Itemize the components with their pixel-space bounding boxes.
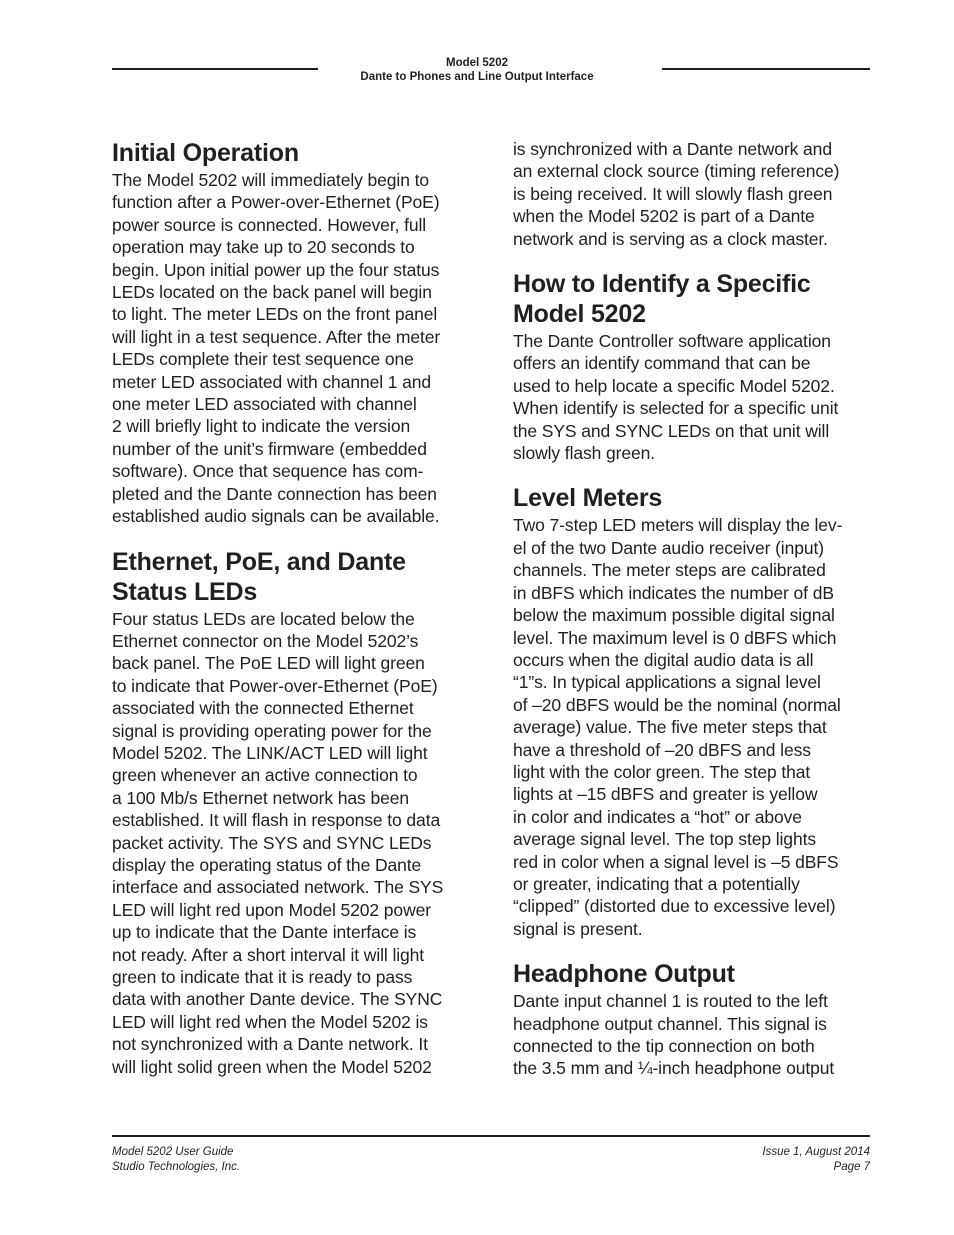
text-line: signal is present. [513,918,643,939]
text-line: established. It will flash in response to data [112,810,441,831]
text-line: offers an identify command that can be [513,353,811,374]
text-line: 2 will briefly light to indicate the version [112,416,411,437]
section [112,138,474,528]
section-heading-line: How to Identify a Specific [513,270,811,299]
section-heading-line: Ethernet, PoE, and Dante [112,547,406,576]
text-line: lights at –15 dBFS and greater is yellow [513,784,818,805]
section [513,483,875,940]
text-line: used to help locate a specific Model 5202. [513,375,835,396]
text-line: LEDs located on the back panel will begin [112,282,432,303]
text-line: The Dante Controller software application [513,331,831,352]
text-line: pleted and the Dante connection has been [112,483,437,504]
section-heading-line: Initial Operation [112,139,299,167]
text-line: Model 5202. The LINK/ACT LED will light [112,742,428,763]
text-line: occurs when the digital audio data is all [513,649,814,670]
text-line: not ready. After a short interval it will light [112,944,425,965]
section-paragraph [513,990,875,1080]
text-line: when the Model 5202 is part of a Dante [513,206,815,227]
section-heading [112,138,474,168]
text-line: the SYS and SYNC LEDs on that unit will [513,420,830,441]
text-line: up to indicate that the Dante interface is [112,922,417,943]
text-line: number of the unit’s firmware (embedded [112,438,427,459]
text-line: level. The maximum level is 0 dBFS which [513,627,837,648]
header-subtitle: Dante to Phones and Line Output Interface [360,71,594,83]
text-line: back panel. The PoE LED will light green [112,653,425,674]
section-heading [513,269,875,329]
text-line: When identify is selected for a specific unit [513,398,839,419]
text-line: meter LED associated with channel 1 and [112,371,432,392]
text-line: Ethernet connector on the Model 5202’s [112,630,419,651]
footer-issue: Issue 1, August 2014 [762,1146,870,1158]
footer-page: Page 7 [833,1161,870,1173]
section-heading [112,547,474,607]
text-line: not synchronized with a Dante network. It [112,1034,428,1055]
text-line: LED will light red upon Model 5202 power [112,899,431,920]
text-line: “1”s. In typical applications a signal level [513,672,821,693]
text-line: have a threshold of –20 dBFS and less [513,739,811,760]
section-heading [513,483,875,513]
text-line: in color and indicates a “hot” or above [513,806,802,827]
section-paragraph [513,330,875,464]
text-line: associated with the connected Ethernet [112,698,414,719]
text-line: el of the two Dante audio receiver (input) [513,537,824,558]
text-line: is synchronized with a Dante network and [513,139,832,159]
text-line: one meter LED associated with channel [112,394,417,415]
section-heading-line: Level Meters [513,484,663,513]
text-line: software). Once that sequence has com- [112,461,424,482]
text-line: headphone output channel. This signal is [513,1013,827,1034]
text-line: data with another Dante device. The SYNC [112,989,443,1010]
text-line: in dBFS which indicates the number of dB [513,582,834,603]
left-column [112,138,474,1097]
text-line: connected to the tip connection on both [513,1036,815,1056]
text-line: is being received. It will slowly flash green [513,183,833,204]
footer-left [112,1145,240,1175]
text-line: established audio signals can be available. [112,506,440,527]
text-line: signal is providing operating power for the [112,720,432,741]
text-line: display the operating status of the Dante [112,854,422,875]
page-header [0,56,954,84]
footer-guide: Model 5202 User Guide [112,1146,234,1158]
section-paragraph [112,169,474,528]
text-line: packet activity. The SYS and SYNC LEDs [112,832,432,853]
text-line: green to indicate that it is ready to pass [112,967,413,987]
section-heading-line: Status LEDs [112,577,258,606]
footer-right [762,1145,870,1175]
text-line: light with the color green. The step that [513,761,811,782]
text-line: red in color when a signal level is –5 dBFS [513,851,839,872]
text-line: Two 7-step LED meters will display the lev- [513,515,843,536]
section-heading [513,959,875,989]
section [513,269,875,464]
text-line: “clipped” (distorted due to excessive level) [513,896,836,917]
text-line: below the maximum possible digital signal [513,605,835,626]
text-line: LEDs complete their test sequence one [112,349,414,370]
text-line: to light. The meter LEDs on the front panel [112,304,438,325]
text-line: function after a Power-over-Ethernet (PoE) [112,192,440,213]
text-line: a 100 Mb/s Ethernet network has been [112,787,410,808]
section-heading-line: Model 5202 [513,300,646,329]
text-line: will light in a test sequence. After the meter [112,326,441,347]
section-paragraph [513,514,875,940]
text-line: network and is serving as a clock master. [513,228,828,249]
text-line: green whenever an active connection to [112,765,418,786]
footer-rule [112,1135,870,1137]
footer-company: Studio Technologies, Inc. [112,1161,241,1173]
text-line: The Model 5202 will immediately begin to [112,170,429,190]
continued-paragraph [513,138,875,250]
text-line: average signal level. The top step lights [513,829,816,850]
text-line: an external clock source (timing reference) [513,161,840,182]
header-rule-left [112,68,318,70]
text-line: operation may take up to 20 seconds to [112,237,415,258]
text-line: slowly flash green. [513,443,656,464]
text-line: begin. Upon initial power up the four status [112,259,440,280]
text-line: LED will light red when the Model 5202 is [112,1011,428,1032]
text-line: will light solid green when the Model 5202 [112,1056,432,1077]
header-model: Model 5202 [446,57,508,69]
section [112,547,474,1079]
text-line: to indicate that Power-over-Ethernet (PoE) [112,675,438,696]
text-line: Dante input channel 1 is routed to the left [513,991,828,1012]
section-paragraph [112,608,474,1079]
text-line: Four status LEDs are located below the [112,608,415,629]
text-line: average) value. The five meter steps that [513,717,827,738]
text-line: interface and associated network. The SYS [112,877,444,898]
text-line: power source is connected. However, full [112,214,427,235]
text-line: of –20 dBFS would be the nominal (normal [513,694,841,715]
section [513,959,875,1080]
text-line: channels. The meter steps are calibrated [513,560,826,581]
text-line: or greater, indicating that a potentially [513,873,800,894]
section-heading-line: Headphone Output [513,960,735,989]
header-rule-right [662,68,870,70]
text-line: the 3.5 mm and ¼-inch headphone output [513,1058,835,1079]
right-column [513,138,875,1099]
